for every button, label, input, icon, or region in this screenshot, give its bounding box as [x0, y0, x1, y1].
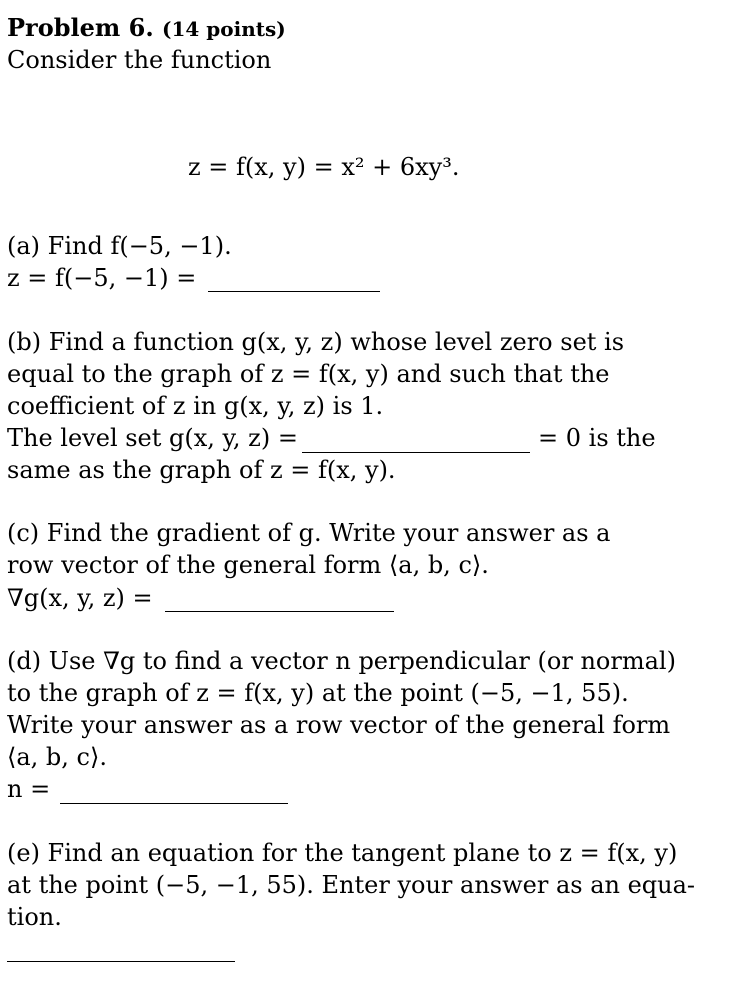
part-b-answer-suffix: = 0 is the — [538, 424, 656, 452]
part-b-line-5: same as the graph of z = f(x, y). — [7, 456, 396, 484]
part-b-answer-prefix: The level set g(x, y, z) = — [7, 424, 298, 452]
part-e-line-3: tion. — [7, 903, 62, 931]
part-b-line-2 — [7, 359, 653, 389]
part-d-answer-blank[interactable] — [60, 803, 288, 804]
part-a-question: (a) Find f(−5, −1). — [7, 232, 232, 260]
problem-points: (14 points) — [162, 17, 286, 41]
problem-number: Problem 6. — [7, 13, 154, 42]
part-b-text-2: equal to the graph of z = f(x, y) and such that the — [7, 360, 610, 388]
part-c-answer-prefix: ∇g(x, y, z) = — [7, 584, 153, 612]
part-e-line-1: (e) Find an equation for the tangent plane to z = f(x, y) — [7, 839, 678, 867]
part-b-line-1 — [7, 327, 653, 357]
part-c-line-2: row vector of the general form ⟨a, b, c⟩. — [7, 551, 489, 579]
part-c-answer-blank[interactable] — [165, 611, 394, 612]
function-equation: z = f(x, y) = x² + 6xy³. — [188, 153, 460, 181]
part-a-answer-blank[interactable] — [208, 291, 380, 292]
part-d-answer-prefix: n = — [7, 775, 51, 803]
part-b-text-1: (b) Find a function g(x, y, z) whose level zero set is — [7, 328, 625, 356]
part-b-line-3: coefficient of z in g(x, y, z) is 1. — [7, 392, 384, 420]
part-c-line-1: (c) Find the gradient of g. Write your answer as a — [7, 519, 611, 547]
part-a-answer-prefix: z = f(−5, −1) = — [7, 264, 197, 292]
part-d-line-4: ⟨a, b, c⟩. — [7, 743, 107, 771]
part-d-line-3: Write your answer as a row vector of the general form — [7, 711, 671, 739]
part-e-answer-blank[interactable] — [7, 961, 235, 962]
part-e-line-2: at the point (−5, −1, 55). Enter your answer as an equa- — [7, 871, 696, 899]
part-a-answer-row — [7, 263, 196, 293]
part-d-line-2: to the graph of z = f(x, y) at the point (−5, −1, 55). — [7, 679, 629, 707]
part-d-line-1: (d) Use ∇g to find a vector n perpendicular (or normal) — [7, 647, 676, 675]
problem-intro: Consider the function — [7, 46, 272, 74]
part-b-answer-blank[interactable] — [302, 452, 530, 453]
problem-title — [7, 13, 286, 44]
